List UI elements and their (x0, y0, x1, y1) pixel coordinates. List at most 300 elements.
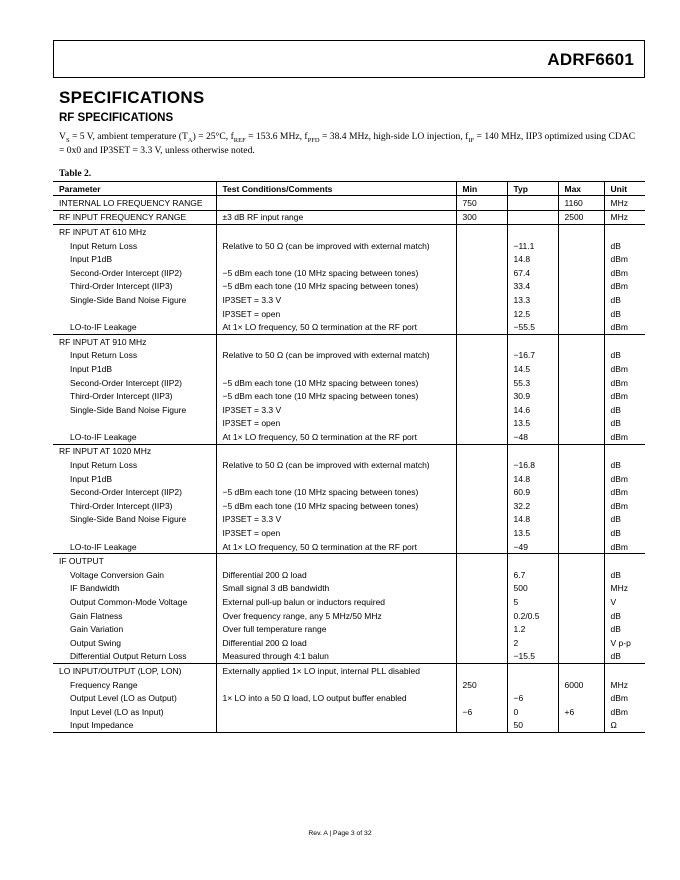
typ-cell (507, 678, 558, 692)
param-cell: Third-Order Intercept (IIP3) (70, 391, 173, 402)
param-cell: Gain Flatness (70, 610, 123, 621)
col-header-unit: Unit (604, 182, 645, 196)
unit-cell: dB (604, 349, 645, 363)
typ-cell: 6.7 (507, 568, 558, 582)
spec-table (53, 181, 645, 733)
conditions-cell: ±3 dB RF input range (216, 210, 456, 225)
typ-cell: 55.3 (507, 376, 558, 390)
typ-cell: 0.2/0.5 (507, 609, 558, 623)
typ-cell: 30.9 (507, 389, 558, 403)
min-cell (456, 513, 507, 527)
subsection-title: RF SPECIFICATIONS (59, 112, 174, 124)
table-row (53, 554, 645, 568)
min-cell (456, 485, 507, 499)
conditions-cell: Relative to 50 Ω (can be improved with external match) (216, 349, 456, 363)
min-cell (456, 362, 507, 376)
min-cell: −6 (456, 705, 507, 719)
max-cell (558, 458, 604, 472)
unit-cell: dBm (604, 389, 645, 403)
conditions-cell: Differential 200 Ω load (216, 636, 456, 650)
conditions-cell: Externally applied 1× LO input, internal PLL disabled (216, 664, 456, 678)
unit-cell (604, 334, 645, 348)
unit-cell: dB (604, 650, 645, 664)
min-cell (456, 472, 507, 486)
max-cell (558, 595, 604, 609)
conditions-cell: Measured through 4:1 balun (216, 650, 456, 664)
conditions-paragraph (59, 130, 639, 158)
param-cell: Input P1dB (70, 363, 113, 374)
max-cell (558, 691, 604, 705)
unit-cell: dBm (604, 499, 645, 513)
param-cell: RF INPUT AT 610 MHz (53, 225, 216, 239)
typ-cell: −11.1 (507, 239, 558, 253)
param-cell (53, 417, 216, 431)
min-cell: 250 (456, 678, 507, 692)
max-cell: 2500 (558, 210, 604, 225)
param-cell: Input Return Loss (70, 240, 138, 251)
param-cell (53, 307, 216, 321)
table-row (53, 595, 645, 609)
typ-cell: −6 (507, 691, 558, 705)
table-row (53, 678, 645, 692)
param-cell: Input Level (LO as Input) (70, 706, 164, 717)
min-cell (456, 417, 507, 431)
conditions-cell: Small signal 3 dB bandwidth (216, 582, 456, 596)
param-cell: LO-to-IF Leakage (70, 322, 137, 333)
table-row (53, 444, 645, 458)
conditions-cell: Over frequency range, any 5 MHz/50 MHz (216, 609, 456, 623)
typ-cell: −15.5 (507, 650, 558, 664)
unit-cell: dBm (604, 320, 645, 334)
table-row (53, 376, 645, 390)
max-cell (558, 252, 604, 266)
min-cell (456, 499, 507, 513)
unit-cell: dBm (604, 280, 645, 294)
intro-text: = 38.4 MHz, high-side LO injection, f (319, 131, 469, 142)
typ-cell: −55.5 (507, 320, 558, 334)
conditions-cell: Over full temperature range (216, 622, 456, 636)
max-cell (558, 430, 604, 444)
col-header-conditions: Test Conditions/Comments (216, 182, 456, 196)
max-cell (558, 280, 604, 294)
unit-cell: dBm (604, 540, 645, 554)
max-cell (558, 499, 604, 513)
max-cell (558, 526, 604, 540)
max-cell (558, 307, 604, 321)
unit-cell: dBm (604, 252, 645, 266)
param-cell: Frequency Range (70, 679, 138, 690)
unit-cell: dB (604, 293, 645, 307)
conditions-cell (216, 472, 456, 486)
typ-cell: 14.8 (507, 252, 558, 266)
unit-cell: dBm (604, 376, 645, 390)
min-cell (456, 664, 507, 678)
min-cell (456, 650, 507, 664)
max-cell (558, 389, 604, 403)
max-cell (558, 582, 604, 596)
col-header-typ: Typ (507, 182, 558, 196)
table-row (53, 540, 645, 554)
conditions-cell (216, 719, 456, 733)
param-cell: Single-Side Band Noise Figure (70, 294, 187, 305)
unit-cell: dB (604, 239, 645, 253)
unit-cell: dB (604, 526, 645, 540)
typ-cell (507, 210, 558, 225)
max-cell (558, 485, 604, 499)
table-row (53, 719, 645, 733)
conditions-cell: 1× LO into a 50 Ω load, LO output buffer enabled (216, 691, 456, 705)
param-cell: Output Swing (70, 637, 122, 648)
table-row (53, 568, 645, 582)
page-footer: Rev. A | Page 3 of 32 (308, 830, 372, 837)
unit-cell: Ω (604, 719, 645, 733)
intro-subscript: S (65, 136, 70, 144)
unit-cell: dBm (604, 266, 645, 280)
table-body (53, 196, 645, 733)
param-cell: Output Level (LO as Output) (70, 693, 177, 704)
param-cell: RF INPUT AT 910 MHz (53, 334, 216, 348)
conditions-cell: IP3SET = 3.3 V (216, 403, 456, 417)
typ-cell: 13.5 (507, 417, 558, 431)
unit-cell: MHz (604, 196, 645, 211)
table-row (53, 362, 645, 376)
table-row (53, 210, 645, 225)
typ-cell (507, 196, 558, 211)
param-cell: IF OUTPUT (53, 554, 216, 568)
max-cell (558, 636, 604, 650)
unit-cell: dBm (604, 430, 645, 444)
param-cell: Input Impedance (53, 719, 216, 733)
min-cell (456, 266, 507, 280)
typ-cell: 14.5 (507, 362, 558, 376)
conditions-cell: −5 dBm each tone (10 MHz spacing between tones) (216, 376, 456, 390)
min-cell (456, 225, 507, 239)
min-cell (456, 595, 507, 609)
min-cell (456, 430, 507, 444)
max-cell (558, 609, 604, 623)
col-header-min: Min (456, 182, 507, 196)
table-row (53, 417, 645, 431)
typ-cell (507, 225, 558, 239)
unit-cell: V p-p (604, 636, 645, 650)
table-row (53, 266, 645, 280)
unit-cell: MHz (604, 678, 645, 692)
max-cell: 1160 (558, 196, 604, 211)
param-cell: Single-Side Band Noise Figure (70, 404, 187, 415)
table-caption: Table 2. (59, 168, 92, 179)
typ-cell: 32.2 (507, 499, 558, 513)
param-cell: IF Bandwidth (70, 583, 120, 594)
unit-cell: dB (604, 307, 645, 321)
max-cell (558, 320, 604, 334)
conditions-cell: IP3SET = open (216, 417, 456, 431)
table-row (53, 609, 645, 623)
min-cell (456, 458, 507, 472)
unit-cell (604, 554, 645, 568)
min-cell (456, 293, 507, 307)
conditions-cell: −5 dBm each tone (10 MHz spacing between tones) (216, 266, 456, 280)
unit-cell: dB (604, 622, 645, 636)
param-cell: LO-to-IF Leakage (70, 431, 137, 442)
typ-cell: 13.3 (507, 293, 558, 307)
table-row (53, 307, 645, 321)
table-row (53, 293, 645, 307)
table-row (53, 650, 645, 664)
typ-cell: 14.8 (507, 513, 558, 527)
min-cell (456, 609, 507, 623)
param-cell: Output Common-Mode Voltage (70, 597, 188, 608)
table-row (53, 499, 645, 513)
conditions-cell: IP3SET = 3.3 V (216, 513, 456, 527)
param-cell: Input P1dB (70, 473, 113, 484)
typ-cell: 5 (507, 595, 558, 609)
conditions-cell: Relative to 50 Ω (can be improved with external match) (216, 458, 456, 472)
unit-cell: dBm (604, 691, 645, 705)
typ-cell (507, 334, 558, 348)
conditions-cell: −5 dBm each tone (10 MHz spacing between tones) (216, 280, 456, 294)
typ-cell: −48 (507, 430, 558, 444)
max-cell (558, 239, 604, 253)
max-cell (558, 664, 604, 678)
param-cell: Gain Variation (70, 624, 124, 635)
min-cell (456, 540, 507, 554)
intro-text: = 153.6 MHz, f (245, 131, 308, 142)
table-row (53, 705, 645, 719)
table-row (53, 582, 645, 596)
typ-cell: 14.6 (507, 403, 558, 417)
min-cell (456, 334, 507, 348)
intro-text: ) = 25°C, f (192, 131, 234, 142)
conditions-cell: −5 dBm each tone (10 MHz spacing between tones) (216, 499, 456, 513)
typ-cell: 50 (507, 719, 558, 733)
conditions-cell: IP3SET = open (216, 526, 456, 540)
param-cell: Input Return Loss (70, 350, 138, 361)
unit-cell: MHz (604, 582, 645, 596)
param-cell: LO-to-IF Leakage (70, 541, 137, 552)
max-cell (558, 376, 604, 390)
intro-subscript: PFD (307, 136, 320, 144)
min-cell (456, 526, 507, 540)
min-cell (456, 622, 507, 636)
unit-cell (604, 444, 645, 458)
unit-cell: dB (604, 609, 645, 623)
conditions-cell: −5 dBm each tone (10 MHz spacing between tones) (216, 485, 456, 499)
max-cell (558, 622, 604, 636)
unit-cell: dB (604, 513, 645, 527)
col-header-parameter: Parameter (53, 182, 216, 196)
min-cell (456, 280, 507, 294)
conditions-cell: At 1× LO frequency, 50 Ω termination at the RF port (216, 540, 456, 554)
param-cell: Input P1dB (70, 254, 113, 265)
table-row (53, 622, 645, 636)
table-row (53, 664, 645, 678)
typ-cell: 60.9 (507, 485, 558, 499)
min-cell (456, 582, 507, 596)
conditions-cell (216, 554, 456, 568)
min-cell (456, 307, 507, 321)
typ-cell: 12.5 (507, 307, 558, 321)
table-row (53, 458, 645, 472)
min-cell (456, 320, 507, 334)
param-cell: Input Return Loss (70, 460, 138, 471)
max-cell (558, 719, 604, 733)
table-row (53, 349, 645, 363)
unit-cell: dB (604, 403, 645, 417)
min-cell (456, 554, 507, 568)
page-header (53, 40, 645, 78)
min-cell (456, 389, 507, 403)
table-row (53, 513, 645, 527)
max-cell (558, 472, 604, 486)
max-cell (558, 417, 604, 431)
table-row (53, 334, 645, 348)
max-cell (558, 362, 604, 376)
intro-text: V (59, 131, 66, 142)
typ-cell: 33.4 (507, 280, 558, 294)
table-row (53, 403, 645, 417)
intro-subscript: REF (233, 136, 246, 144)
max-cell (558, 513, 604, 527)
conditions-cell (216, 225, 456, 239)
unit-cell: V (604, 595, 645, 609)
min-cell (456, 376, 507, 390)
section-title: SPECIFICATIONS (59, 88, 205, 107)
param-cell: LO INPUT/OUTPUT (LOP, LON) (53, 664, 216, 678)
max-cell (558, 403, 604, 417)
param-cell: RF INPUT FREQUENCY RANGE (53, 210, 216, 225)
conditions-cell (216, 362, 456, 376)
max-cell (558, 349, 604, 363)
param-cell: INTERNAL LO FREQUENCY RANGE (53, 196, 216, 211)
max-cell: 6000 (558, 678, 604, 692)
param-cell: Third-Order Intercept (IIP3) (70, 281, 173, 292)
unit-cell (604, 225, 645, 239)
unit-cell: MHz (604, 210, 645, 225)
min-cell (456, 252, 507, 266)
table-row (53, 252, 645, 266)
typ-cell: 13.5 (507, 526, 558, 540)
max-cell (558, 554, 604, 568)
intro-text: = 140 MHz, IIP3 optimized using CDAC = 0x0 and IP3SET = 3.3 V, unless otherwise noted. (59, 131, 636, 156)
max-cell (558, 293, 604, 307)
table-row (53, 320, 645, 334)
table-row (53, 472, 645, 486)
conditions-cell: External pull-up balun or inductors required (216, 595, 456, 609)
typ-cell: −16.8 (507, 458, 558, 472)
unit-cell: dBm (604, 362, 645, 376)
min-cell (456, 568, 507, 582)
col-header-max: Max (558, 182, 604, 196)
param-cell: Voltage Conversion Gain (70, 569, 165, 580)
max-cell (558, 650, 604, 664)
conditions-cell: IP3SET = 3.3 V (216, 293, 456, 307)
intro-subscript: A (187, 136, 193, 144)
typ-cell: −49 (507, 540, 558, 554)
unit-cell: dB (604, 458, 645, 472)
table-row (53, 196, 645, 211)
conditions-cell (216, 705, 456, 719)
min-cell (456, 636, 507, 650)
table-row (53, 225, 645, 239)
conditions-cell (216, 444, 456, 458)
min-cell (456, 403, 507, 417)
table-row (53, 389, 645, 403)
typ-cell: 0 (507, 705, 558, 719)
max-cell (558, 540, 604, 554)
conditions-cell: At 1× LO frequency, 50 Ω termination at the RF port (216, 430, 456, 444)
max-cell (558, 334, 604, 348)
typ-cell (507, 664, 558, 678)
min-cell (456, 444, 507, 458)
param-cell: RF INPUT AT 1020 MHz (53, 444, 216, 458)
param-cell: Third-Order Intercept (IIP3) (70, 500, 173, 511)
param-cell: Second-Order Intercept (IIP2) (70, 267, 182, 278)
param-cell: Differential Output Return Loss (70, 651, 187, 662)
unit-cell: dBm (604, 472, 645, 486)
table-header-row (53, 182, 645, 196)
typ-cell: 67.4 (507, 266, 558, 280)
max-cell (558, 225, 604, 239)
unit-cell: dB (604, 568, 645, 582)
conditions-cell: Differential 200 Ω load (216, 568, 456, 582)
table-row (53, 526, 645, 540)
max-cell (558, 266, 604, 280)
typ-cell: 14.8 (507, 472, 558, 486)
conditions-cell (216, 334, 456, 348)
min-cell: 750 (456, 196, 507, 211)
unit-cell: dBm (604, 485, 645, 499)
conditions-cell: At 1× LO frequency, 50 Ω termination at the RF port (216, 320, 456, 334)
typ-cell: −16.7 (507, 349, 558, 363)
table-row (53, 691, 645, 705)
table-row (53, 636, 645, 650)
min-cell (456, 719, 507, 733)
typ-cell: 500 (507, 582, 558, 596)
conditions-cell (216, 678, 456, 692)
table-row (53, 280, 645, 294)
intro-text: = 5 V, ambient temperature (T (69, 131, 188, 142)
conditions-cell (216, 252, 456, 266)
max-cell: +6 (558, 705, 604, 719)
param-cell (53, 526, 216, 540)
table-row (53, 239, 645, 253)
typ-cell (507, 444, 558, 458)
table-row (53, 430, 645, 444)
param-cell: Second-Order Intercept (IIP2) (70, 377, 182, 388)
min-cell: 300 (456, 210, 507, 225)
conditions-cell: −5 dBm each tone (10 MHz spacing between tones) (216, 389, 456, 403)
param-cell: Single-Side Band Noise Figure (70, 514, 187, 525)
unit-cell (604, 664, 645, 678)
part-number: ADRF6601 (547, 50, 634, 69)
min-cell (456, 349, 507, 363)
max-cell (558, 568, 604, 582)
conditions-cell: IP3SET = open (216, 307, 456, 321)
typ-cell: 1.2 (507, 622, 558, 636)
param-cell: Second-Order Intercept (IIP2) (70, 487, 182, 498)
typ-cell: 2 (507, 636, 558, 650)
intro-subscript: IF (468, 136, 475, 144)
typ-cell (507, 554, 558, 568)
unit-cell: dB (604, 417, 645, 431)
conditions-cell: Relative to 50 Ω (can be improved with external match) (216, 239, 456, 253)
min-cell (456, 239, 507, 253)
unit-cell: dBm (604, 705, 645, 719)
table-row (53, 485, 645, 499)
conditions-cell (216, 196, 456, 211)
max-cell (558, 444, 604, 458)
min-cell (456, 691, 507, 705)
